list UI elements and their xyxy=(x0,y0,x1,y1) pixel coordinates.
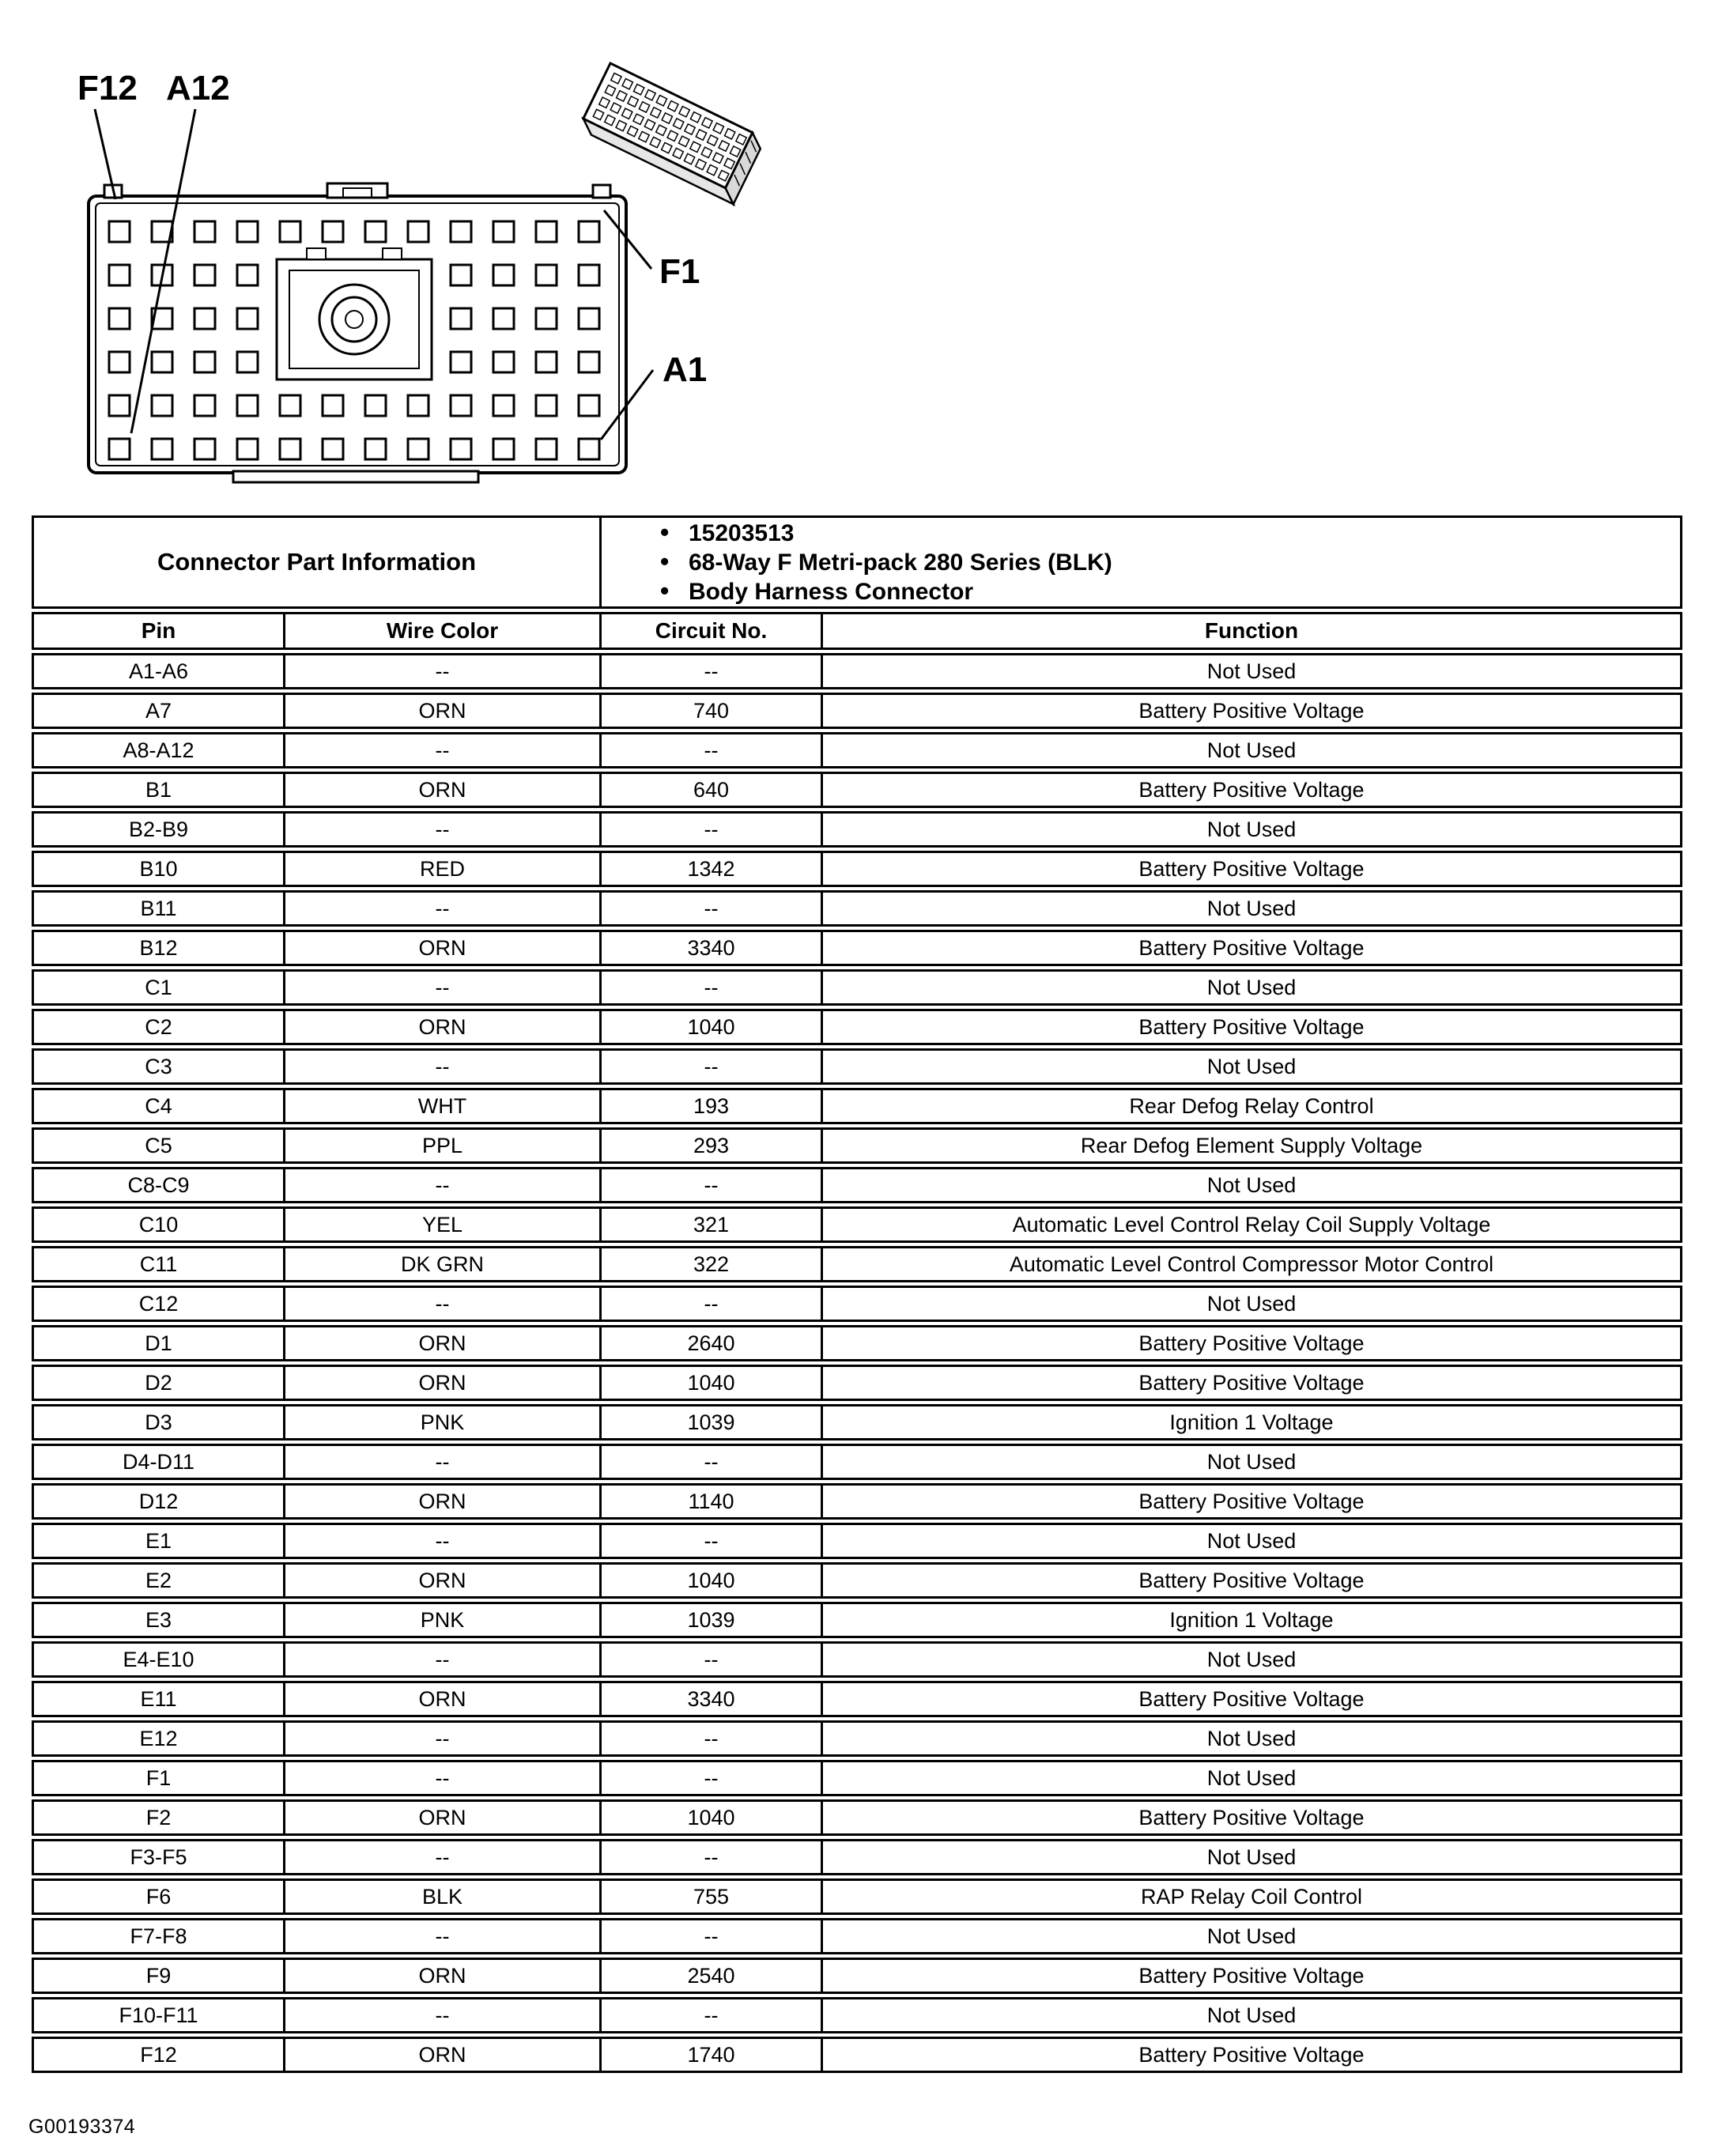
column-header-row xyxy=(32,612,1682,650)
wire-color-cell: -- xyxy=(283,1525,599,1557)
function-cell: Battery Positive Voltage xyxy=(821,1327,1680,1359)
part-info-details xyxy=(599,518,1680,606)
label-a1: A1 xyxy=(663,350,708,389)
circuit-no-cell: 1040 xyxy=(599,1011,821,1043)
circuit-no-cell: 293 xyxy=(599,1130,821,1161)
table-row xyxy=(32,1483,1682,1520)
table-row xyxy=(32,1918,1682,1954)
function-cell: Not Used xyxy=(821,1762,1680,1794)
wire-color-cell: ORN xyxy=(283,1683,599,1715)
circuit-no-cell: 640 xyxy=(599,774,821,806)
function-cell: Not Used xyxy=(821,1723,1680,1754)
function-cell: Not Used xyxy=(821,1525,1680,1557)
table-row xyxy=(32,851,1682,887)
pin-cell: B12 xyxy=(139,935,178,960)
table-row xyxy=(32,1523,1682,1559)
pin-cell: E1 xyxy=(145,1528,172,1553)
table-row xyxy=(32,653,1682,689)
circuit-no-cell: -- xyxy=(599,1525,821,1557)
part-info-title: Connector Part Information xyxy=(157,548,476,576)
table-row xyxy=(32,1799,1682,1836)
function-cell: Ignition 1 Voltage xyxy=(821,1406,1680,1438)
table-row xyxy=(32,732,1682,768)
wire-color-cell: -- xyxy=(283,1841,599,1873)
wire-color-cell: ORN xyxy=(283,1011,599,1043)
table-row xyxy=(32,1246,1682,1282)
wire-color-cell: ORN xyxy=(283,1327,599,1359)
wire-color-cell: -- xyxy=(283,972,599,1003)
wire-color-cell: ORN xyxy=(283,1960,599,1992)
pin-cell: A1-A6 xyxy=(128,659,189,683)
connector-pinout-table xyxy=(32,515,1682,2076)
part-info-item: • 68-Way F Metri-pack 280 Series (BLK) xyxy=(659,548,1112,577)
pin-cell: D4-D11 xyxy=(122,1449,195,1474)
table-row xyxy=(32,1760,1682,1796)
wire-color-cell: PNK xyxy=(283,1604,599,1636)
pin-cell: A7 xyxy=(145,698,172,723)
pin-cell: B2-B9 xyxy=(128,817,189,841)
part-info-row xyxy=(32,515,1682,609)
wire-color-cell: ORN xyxy=(283,1367,599,1399)
function-cell: Battery Positive Voltage xyxy=(821,695,1680,727)
function-cell: Rear Defog Relay Control xyxy=(821,1090,1680,1122)
circuit-no-cell: -- xyxy=(599,893,821,924)
part-info-list xyxy=(659,519,1112,606)
circuit-no-cell: -- xyxy=(599,1644,821,1675)
wire-color-cell: -- xyxy=(283,1051,599,1082)
table-row xyxy=(32,890,1682,927)
wire-color-cell: ORN xyxy=(283,774,599,806)
circuit-no-cell: -- xyxy=(599,1446,821,1478)
wire-color-cell: ORN xyxy=(283,1486,599,1517)
pin-cell: E2 xyxy=(145,1568,172,1592)
wire-color-cell: YEL xyxy=(283,1209,599,1240)
circuit-no-cell: -- xyxy=(599,1723,821,1754)
wire-color-cell: DK GRN xyxy=(283,1248,599,1280)
table-row xyxy=(32,1167,1682,1203)
wire-color-cell: ORN xyxy=(283,932,599,964)
circuit-no-cell: 1140 xyxy=(599,1486,821,1517)
label-f1: F1 xyxy=(659,252,700,291)
pin-cell: C3 xyxy=(145,1054,172,1078)
table-row xyxy=(32,1325,1682,1361)
pin-cell: C10 xyxy=(138,1212,179,1237)
function-cell: Not Used xyxy=(821,1999,1680,2031)
function-cell: Battery Positive Voltage xyxy=(821,1565,1680,1596)
pin-cell: B10 xyxy=(139,856,178,881)
top-latch xyxy=(327,183,387,198)
function-cell: Not Used xyxy=(821,1288,1680,1320)
circuit-no-cell: 1039 xyxy=(599,1406,821,1438)
function-cell: Not Used xyxy=(821,814,1680,845)
function-cell: Ignition 1 Voltage xyxy=(821,1604,1680,1636)
circuit-no-cell: -- xyxy=(599,1051,821,1082)
table-row xyxy=(32,693,1682,729)
pin-cell: F2 xyxy=(145,1805,172,1829)
column-header-function: Function xyxy=(821,614,1680,648)
label-f12: F12 xyxy=(77,69,138,108)
function-cell: Not Used xyxy=(821,655,1680,687)
table-row xyxy=(32,1839,1682,1875)
circuit-no-cell: 2640 xyxy=(599,1327,821,1359)
column-header-pin: Pin xyxy=(141,618,176,643)
table-body xyxy=(32,653,1682,2073)
wire-color-cell: -- xyxy=(283,1288,599,1320)
circuit-no-cell: 3340 xyxy=(599,932,821,964)
wire-color-cell: WHT xyxy=(283,1090,599,1122)
wire-color-cell: ORN xyxy=(283,1802,599,1833)
connector-3d-view xyxy=(579,63,765,204)
function-cell: Battery Positive Voltage xyxy=(821,1960,1680,1992)
circuit-no-cell: 1039 xyxy=(599,1604,821,1636)
function-cell: RAP Relay Coil Control xyxy=(821,1881,1680,1912)
wire-color-cell: -- xyxy=(283,893,599,924)
wire-color-cell: -- xyxy=(283,1169,599,1201)
connector-diagram xyxy=(0,0,870,514)
connector-face-drawing xyxy=(89,183,626,482)
function-cell: Automatic Level Control Relay Coil Supply Voltage xyxy=(821,1209,1680,1240)
pin-cell: C4 xyxy=(145,1093,172,1118)
pin-cell: C11 xyxy=(139,1252,178,1276)
circuit-no-cell: -- xyxy=(599,1920,821,1952)
function-cell: Battery Positive Voltage xyxy=(821,774,1680,806)
column-header-wire-color: Wire Color xyxy=(283,614,599,648)
wire-color-cell: ORN xyxy=(283,1565,599,1596)
circuit-no-cell: -- xyxy=(599,814,821,845)
wire-color-cell: RED xyxy=(283,853,599,885)
pin-cell: D1 xyxy=(145,1331,172,1355)
table-row xyxy=(32,969,1682,1006)
table-row xyxy=(32,1720,1682,1757)
circuit-no-cell: 2540 xyxy=(599,1960,821,1992)
pin-cell: C8-C9 xyxy=(127,1172,190,1197)
function-cell: Not Used xyxy=(821,1051,1680,1082)
pin-cell: E3 xyxy=(145,1607,172,1632)
pin-cell: F3-F5 xyxy=(130,1844,187,1869)
table-row xyxy=(32,1009,1682,1045)
table-row xyxy=(32,1878,1682,1915)
table-row xyxy=(32,1127,1682,1164)
function-cell: Battery Positive Voltage xyxy=(821,1367,1680,1399)
table-row xyxy=(32,1958,1682,1994)
function-cell: Battery Positive Voltage xyxy=(821,1486,1680,1517)
circuit-no-cell: -- xyxy=(599,734,821,766)
wire-color-cell: -- xyxy=(283,814,599,845)
wire-color-cell: PPL xyxy=(283,1130,599,1161)
pin-cell: E12 xyxy=(139,1726,178,1750)
wire-color-cell: -- xyxy=(283,655,599,687)
circuit-no-cell: 1040 xyxy=(599,1802,821,1833)
part-info-item: • Body Harness Connector xyxy=(659,577,1112,606)
pin-cell: F7-F8 xyxy=(130,1924,187,1948)
function-cell: Not Used xyxy=(821,972,1680,1003)
function-cell: Not Used xyxy=(821,1644,1680,1675)
corner-clip-right xyxy=(593,185,610,198)
table-row xyxy=(32,811,1682,848)
pin-cell: F1 xyxy=(145,1765,172,1790)
circuit-no-cell: -- xyxy=(599,1288,821,1320)
pin-cell: A8-A12 xyxy=(123,738,194,762)
table-row xyxy=(32,1048,1682,1085)
bottom-tab xyxy=(233,471,478,482)
wire-color-cell: ORN xyxy=(283,695,599,727)
table-row xyxy=(32,1088,1682,1124)
center-mount xyxy=(277,248,432,379)
wire-color-cell: -- xyxy=(283,1762,599,1794)
table-row xyxy=(32,1206,1682,1243)
function-cell: Not Used xyxy=(821,1841,1680,1873)
function-cell: Battery Positive Voltage xyxy=(821,932,1680,964)
table-row xyxy=(32,1641,1682,1678)
wire-color-cell: ORN xyxy=(283,2039,599,2071)
function-cell: Automatic Level Control Compressor Motor Control xyxy=(821,1248,1680,1280)
circuit-no-cell: 322 xyxy=(599,1248,821,1280)
pin-cell: D3 xyxy=(145,1410,172,1434)
wire-color-cell: BLK xyxy=(283,1881,599,1912)
pin-cell: F12 xyxy=(140,2042,177,2067)
table-row xyxy=(32,1365,1682,1401)
function-cell: Battery Positive Voltage xyxy=(821,1011,1680,1043)
pin-cell: F10-F11 xyxy=(119,2003,198,2027)
pin-cell: C1 xyxy=(145,975,172,999)
pin-cell: E11 xyxy=(140,1686,177,1711)
table-row xyxy=(32,772,1682,808)
circuit-no-cell: 193 xyxy=(599,1090,821,1122)
function-cell: Battery Positive Voltage xyxy=(821,1802,1680,1833)
table-row xyxy=(32,1602,1682,1638)
function-cell: Rear Defog Element Supply Voltage xyxy=(821,1130,1680,1161)
circuit-no-cell: 1342 xyxy=(599,853,821,885)
function-cell: Not Used xyxy=(821,1920,1680,1952)
pin-cell: D12 xyxy=(138,1489,179,1513)
function-cell: Not Used xyxy=(821,1446,1680,1478)
circuit-no-cell: 1040 xyxy=(599,1367,821,1399)
circuit-no-cell: 740 xyxy=(599,695,821,727)
table-row xyxy=(32,1681,1682,1717)
pin-cell: E4-E10 xyxy=(123,1647,194,1671)
circuit-no-cell: -- xyxy=(599,655,821,687)
pin-cell: C12 xyxy=(138,1291,179,1316)
pin-cell: C2 xyxy=(145,1014,172,1039)
circuit-no-cell: 1740 xyxy=(599,2039,821,2071)
circuit-no-cell: 321 xyxy=(599,1209,821,1240)
wire-color-cell: PNK xyxy=(283,1406,599,1438)
pin-cell: C5 xyxy=(145,1133,172,1157)
function-cell: Not Used xyxy=(821,1169,1680,1201)
pin-cell: D2 xyxy=(145,1370,172,1395)
circuit-no-cell: -- xyxy=(599,972,821,1003)
circuit-no-cell: 1040 xyxy=(599,1565,821,1596)
table-row xyxy=(32,1404,1682,1440)
wire-color-cell: -- xyxy=(283,1723,599,1754)
pin-cell: F6 xyxy=(145,1884,172,1909)
circuit-no-cell: 755 xyxy=(599,1881,821,1912)
table-row xyxy=(32,1286,1682,1322)
circuit-no-cell: -- xyxy=(599,1999,821,2031)
function-cell: Not Used xyxy=(821,893,1680,924)
function-cell: Battery Positive Voltage xyxy=(821,2039,1680,2071)
wire-color-cell: -- xyxy=(283,1920,599,1952)
circuit-no-cell: 3340 xyxy=(599,1683,821,1715)
table-row xyxy=(32,930,1682,966)
circuit-no-cell: -- xyxy=(599,1169,821,1201)
table-row xyxy=(32,2037,1682,2073)
pin-cell: B11 xyxy=(140,896,177,920)
part-info-item: • 15203513 xyxy=(659,519,1112,548)
connector-diagram-svg xyxy=(0,0,870,514)
circuit-no-cell: -- xyxy=(599,1762,821,1794)
pin-cell: B1 xyxy=(145,777,172,802)
wire-color-cell: -- xyxy=(283,1999,599,2031)
function-cell: Battery Positive Voltage xyxy=(821,853,1680,885)
pin-cell: F9 xyxy=(145,1963,172,1988)
table-row xyxy=(32,1997,1682,2033)
figure-id: G00193374 xyxy=(28,2116,136,2138)
column-header-circuit-no: Circuit No. xyxy=(599,614,821,648)
function-cell: Battery Positive Voltage xyxy=(821,1683,1680,1715)
table-row xyxy=(32,1444,1682,1480)
table-row xyxy=(32,1562,1682,1599)
function-cell: Not Used xyxy=(821,734,1680,766)
wire-color-cell: -- xyxy=(283,734,599,766)
label-a12: A12 xyxy=(166,69,230,108)
wire-color-cell: -- xyxy=(283,1644,599,1675)
circuit-no-cell: -- xyxy=(599,1841,821,1873)
wire-color-cell: -- xyxy=(283,1446,599,1478)
